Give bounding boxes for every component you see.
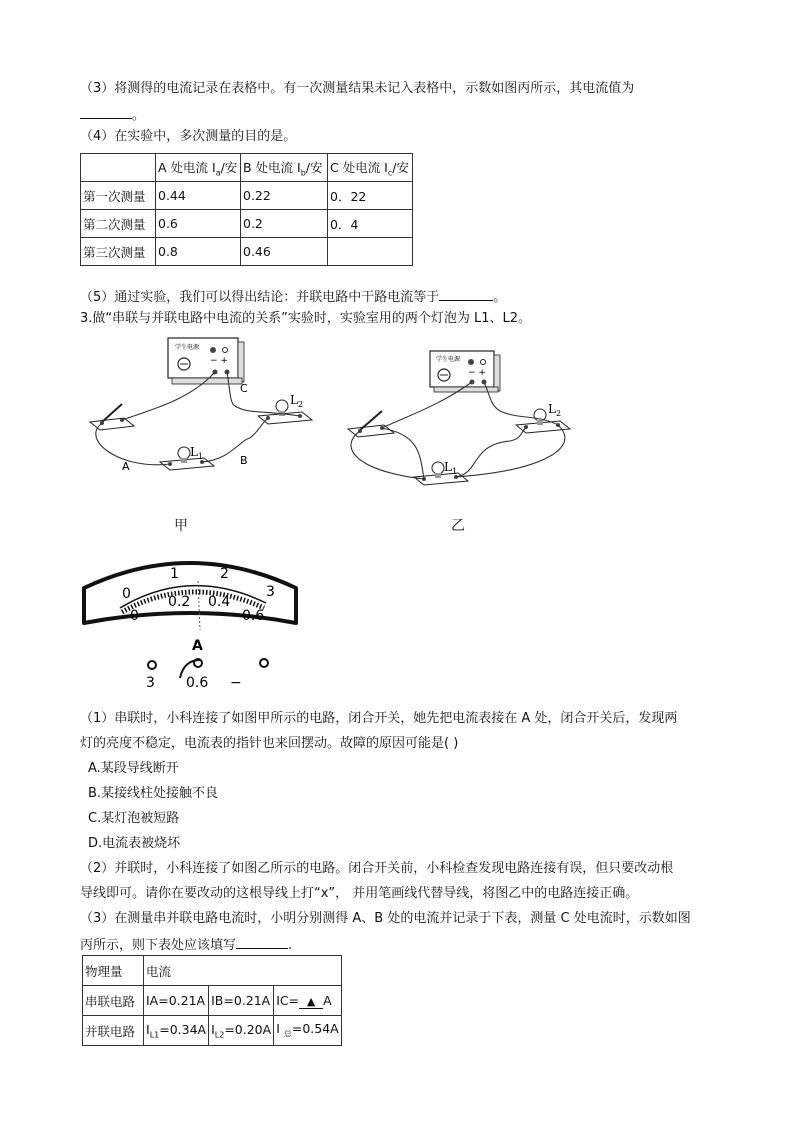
- meter-small-scale-label: 0.4: [208, 594, 231, 610]
- q3-p1-line2: 灯的亮度不稳定，电流表的指针也来回摆动。故障的原因可能是( ): [80, 736, 459, 751]
- switch-icon: [348, 411, 394, 437]
- table-row: [81, 210, 413, 238]
- figure-label-jia: 甲: [174, 518, 188, 534]
- q2-p4-text: （4）在实验中，多次测量的目的是。: [80, 129, 297, 144]
- table-cell: 0.46: [241, 238, 328, 266]
- q2-p5-text: （5）通过实验，我们可以得出结论：并联电路中干路电流等于: [80, 290, 440, 305]
- svg-text:− +: − +: [210, 356, 228, 366]
- table-cell: 0.6: [156, 210, 241, 238]
- power-supply-label: 学生电源: [436, 356, 461, 363]
- table-cell: A 处电流 $I_a/$安: [156, 154, 241, 182]
- meter-unit-label: A: [192, 638, 203, 654]
- q2-p5-line: （5）通过实验，我们可以得出结论：并联电路中干路电流等于 。: [80, 286, 506, 307]
- wire-label-b: B: [240, 454, 248, 467]
- q2-p3-text: （3）将测得的电流记录在表格中。有一次测量结果未记入表格中，示数如图丙所示，其电流值为: [80, 81, 635, 96]
- q3-intro-line: [80, 310, 531, 328]
- table-cell: 0.8: [156, 238, 241, 266]
- table-cell: I $_总$=0.54A: [274, 1016, 342, 1046]
- meter-big-scale-label: 3: [266, 584, 275, 600]
- q3-p3-answer-blank[interactable]: [236, 934, 288, 949]
- wire-label-a: A: [122, 460, 130, 473]
- table-cell: 第一次测量: [81, 182, 156, 210]
- q2-table: [80, 153, 413, 266]
- lamp-l1-label: $L_1$: [444, 460, 458, 476]
- q3-table: [82, 955, 342, 1046]
- circuit-figure-yi: [340, 345, 590, 495]
- q3-p2-line2: 导线即可。请你在要改动的这根导线上打“x”， 并用笔画线代替导线，将图乙中的电路连接正确。: [80, 886, 639, 901]
- triangle-blank[interactable]: ▲: [299, 995, 323, 1009]
- q3-p1-line1: （1）串联时，小科连接了如图甲所示的电路，闭合开关，她先把电流表接在 A 处，闭合开关后，发现两: [80, 711, 678, 726]
- meter-terminal-label: −: [230, 675, 242, 691]
- meter-terminal-label: 3: [146, 675, 155, 691]
- table-header-row: [83, 956, 342, 986]
- q2-p3-line: [80, 80, 634, 98]
- q3-p3-line1: （3）在测量串并联电路电流时，小明分别测得 A、B 处的电流并记录于下表，测量 C 处电流时，示数如图: [80, 911, 691, 926]
- table-cell: 物理量: [83, 956, 144, 986]
- lamp-l2-label: $L_2$: [548, 402, 562, 418]
- lamp-l1-icon: [160, 447, 214, 470]
- switch-icon: [90, 404, 134, 430]
- q2-p3-end: 。: [132, 108, 146, 123]
- figure-label-yi: 乙: [451, 518, 465, 534]
- q2-p3-answer-blank[interactable]: [80, 104, 132, 119]
- meter-small-scale-label: 0.6: [242, 608, 265, 624]
- meter-big-scale-label: 1: [170, 566, 179, 582]
- q2-p3-answer-line: [80, 104, 145, 125]
- table-row: [81, 238, 413, 266]
- svg-text:− +: − +: [468, 368, 486, 378]
- meter-terminal-label: 0.6: [186, 675, 209, 691]
- table-cell: 0.22: [241, 182, 328, 210]
- table-cell: $I_{L2}=0.20A$: [209, 1016, 274, 1046]
- q3-p3-line2: 丙所示，则下表处应该填写 .: [80, 934, 292, 955]
- table-cell: [328, 238, 413, 266]
- ammeter-figure: [80, 548, 300, 693]
- table-cell: 0．4: [328, 210, 413, 238]
- option-b[interactable]: B.某接线柱处接触不良: [88, 786, 219, 801]
- table-cell: C 处电流 $I_c/$安: [328, 154, 413, 182]
- wire-label-c: C: [240, 382, 248, 395]
- table-cell: $I_{L1}=0.34A$: [144, 1016, 209, 1046]
- table-row: [83, 1016, 342, 1046]
- q3-p2-line1: （2）并联时，小科连接了如图乙所示的电路。闭合开关前，小科检查发现电路连接有误，但只要改动根: [80, 861, 674, 876]
- table-cell: IC= ▲ A: [274, 986, 342, 1016]
- table-cell: B 处电流 $I_b/$安: [241, 154, 328, 182]
- power-supply-label: 学生电源: [175, 344, 200, 351]
- table-cell: 并联电路: [83, 1016, 144, 1046]
- table-cell: 0.44: [156, 182, 241, 210]
- option-c[interactable]: C.某灯泡被短路: [88, 811, 180, 826]
- meter-small-scale-label: 0.2: [168, 594, 191, 610]
- table-cell: 第三次测量: [81, 238, 156, 266]
- q2-p5-answer-blank[interactable]: [439, 286, 493, 301]
- meter-big-scale-label: 2: [220, 566, 229, 582]
- q3-intro: 3.做“串联与并联电路中电流的关系”实验时，实验室用的两个灯泡为 L1、L2。: [80, 311, 532, 326]
- lamp-l2-label: $L_2$: [290, 393, 304, 409]
- table-cell: IA=0.21A: [144, 986, 209, 1016]
- option-d[interactable]: D.电流表被烧坏: [88, 836, 181, 851]
- table-cell: 0.2: [241, 210, 328, 238]
- table-row: [83, 986, 342, 1016]
- circuit-figure-jia: [80, 330, 340, 480]
- table-cell: 串联电路: [83, 986, 144, 1016]
- table-row: [81, 182, 413, 210]
- q2-p4-line: [80, 128, 296, 146]
- meter-big-scale-label: 0: [122, 586, 131, 602]
- lamp-l1-label: $L_1$: [190, 445, 204, 461]
- table-cell: 电流: [144, 956, 342, 986]
- table-header-row: [81, 154, 413, 182]
- meter-small-scale-label: 0: [130, 608, 139, 624]
- option-a[interactable]: A.某段导线断开: [88, 761, 179, 776]
- table-cell: IB=0.21A: [209, 986, 274, 1016]
- table-cell: [81, 154, 156, 182]
- table-cell: 第二次测量: [81, 210, 156, 238]
- table-cell: 0．22: [328, 182, 413, 210]
